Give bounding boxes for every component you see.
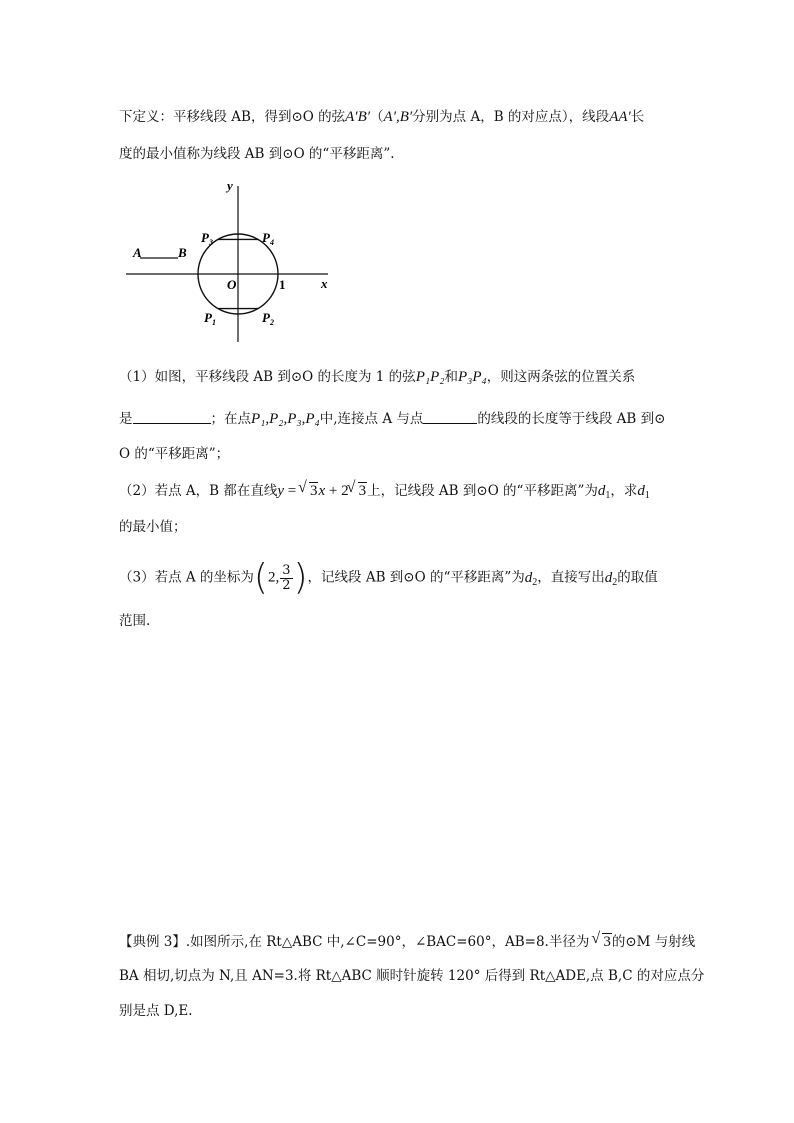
- q3-line-1: （3）若点 A 的坐标为(2, $\frac{3}{2}$ )，记线段 AB 到⊙O 的“平移距离”为$d_2$，直接写出$d_2$的取值: [119, 557, 658, 598]
- chord-p3p4-math: P₃P₄: [457, 369, 487, 385]
- definition-text: 分别为点 A，B 的对应点），线段: [412, 109, 610, 125]
- answer-blank-2[interactable]: [423, 409, 477, 424]
- radius-sqrt: √ 3: [593, 932, 612, 952]
- fraction: $\frac{3}{2}$: [282, 562, 291, 593]
- example3-line-3: 别是点 D,E.: [119, 1003, 193, 1019]
- label-p3: $P_3$: [201, 230, 213, 247]
- answer-blank-1[interactable]: [133, 409, 211, 424]
- definition-text: 下定义：平移线段 AB，得到⊙O 的弦: [119, 109, 346, 125]
- segment-math: AA′: [609, 109, 631, 125]
- q1-line-3: O 的“平移距离”；: [119, 446, 230, 462]
- coordinate-figure: [120, 176, 340, 346]
- chord-p1p2-math: P₁P₂: [415, 369, 445, 385]
- label-x: x: [321, 276, 328, 291]
- label-p1: $P_1$: [204, 310, 216, 327]
- d2-math: $d_2$: [524, 569, 538, 588]
- label-a: A: [133, 245, 142, 260]
- q2-line-1: （2）若点 A，B 都在直线y = √ 3x + 2√ 3上，记线段 AB 到⊙O 的“平移距离”为$d_1$，求$d_1$: [119, 481, 650, 506]
- d1-math: $d_1$: [637, 483, 650, 501]
- prime-points-math: A′,B′: [383, 109, 413, 125]
- definition-text: 长: [630, 109, 645, 125]
- example3-line-2: BA 相切,切点为 N,且 AN=3.将 Rt△ABC 顺时针旋转 120° 后得到 Rt△ADE,点 B,C 的对应点分: [119, 968, 705, 984]
- definition-text: （: [370, 109, 384, 125]
- label-b: B: [178, 245, 187, 260]
- d1-math: $d_1$: [597, 483, 611, 501]
- label-one: 1: [279, 277, 286, 292]
- example3-line-1: 【典例 3】.如图所示,在 Rt△ABC 中,∠C=90°，∠BAC=60°，AB=8.半径为√ 3的⊙M 与射线: [119, 932, 695, 952]
- definition-line-1: [119, 107, 644, 127]
- coord-x: 2,: [267, 569, 280, 586]
- label-o: O: [227, 277, 237, 292]
- d2-math: $d_2$: [604, 569, 618, 588]
- definition-line-2: 度的最小值称为线段 AB 到⊙O 的“平移距离”.: [119, 146, 395, 162]
- q2-line-2: 的最小值；: [119, 519, 187, 535]
- label-y: y: [227, 178, 233, 193]
- q1-line-2: 是 ；在点P₁,P₂,P₃,P₄中,连接点 A 与点 的线段的长度等于线段 AB 到⊙: [119, 411, 666, 427]
- q1-line-1: （1）如图，平移线段 AB 到⊙O 的长度为 1 的弦P₁P₂和P₃P₄，则这两条弦的位置关系: [119, 369, 636, 385]
- chord-prime-math: A′B′: [345, 109, 371, 125]
- points-math: P₁,P₂,P₃,P₄: [251, 411, 320, 427]
- label-p2: $P_2$: [262, 310, 274, 327]
- label-p4: $P_4$: [262, 230, 274, 247]
- q3-line-2: 范围.: [119, 613, 151, 629]
- line-equation: y = √ 3x + 2√ 3: [277, 483, 367, 499]
